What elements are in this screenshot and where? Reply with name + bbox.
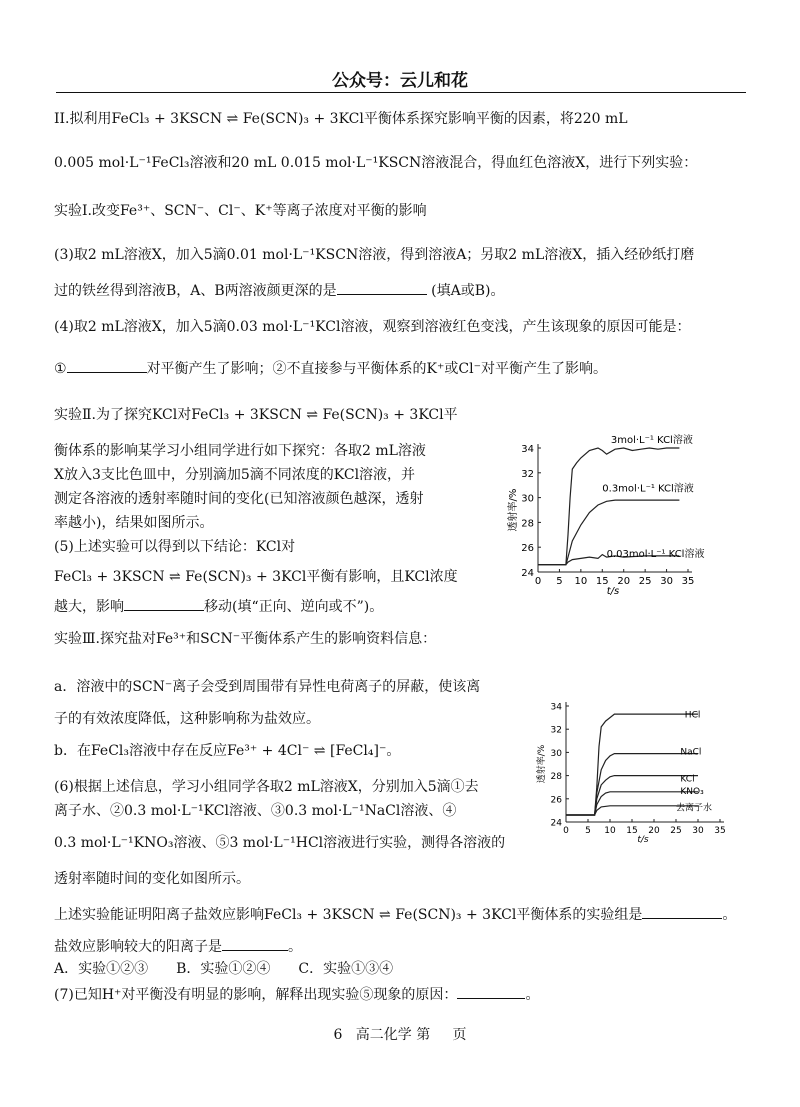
x-tick-label: 5 [556, 576, 563, 587]
x-tick-label: 20 [617, 576, 631, 587]
y-tick-label: 30 [521, 493, 534, 505]
y-tick-label: 30 [550, 748, 562, 759]
y-tick-label: 28 [521, 518, 534, 530]
text-segment: (填A或B)。 [431, 283, 505, 299]
y-tick-label: 24 [521, 568, 534, 579]
answer-blank[interactable] [124, 596, 204, 611]
y-tick-label: 32 [521, 468, 534, 480]
text-line: 实验Ⅲ.探究盐对Fe³⁺和SCN⁻平衡体系产生的影响资料信息： [54, 631, 437, 647]
header-rule [56, 92, 746, 93]
series-label: 0.3mol·L⁻¹ KCl溶液 [602, 483, 694, 495]
y-tick-label: 32 [550, 725, 562, 736]
page-header: 公众号：云儿和花 [332, 71, 468, 91]
text-line [54, 936, 302, 956]
x-tick-label: 20 [648, 826, 660, 836]
x-axis-label: t/s [606, 586, 620, 597]
text-line: 实验Ⅱ.为了探究KCl对FeCl₃ + 3KSCN ⇌ Fe(SCN)₃ + 3KCl平 [54, 407, 458, 423]
salt-transmittance-chart [528, 694, 748, 850]
x-tick-label: 25 [670, 826, 682, 836]
text-segment: 盐效应影响较大的阳离子是 [54, 939, 222, 955]
x-tick-label: 30 [692, 826, 704, 836]
series-label: KNO₃ [680, 787, 704, 798]
x-tick-label: 25 [638, 576, 652, 587]
series-label: NaCl [680, 747, 702, 758]
text-segment: ① [54, 361, 67, 377]
text-line: 测定各溶液的透射率随时间的变化(已知溶液颜色越深，透射 [54, 491, 424, 507]
x-tick-label: 0 [563, 826, 569, 836]
text-segment: 。 [525, 987, 540, 1003]
choices-line: A．实验①②③ B．实验①②④ C．实验①③④ [54, 961, 394, 977]
y-tick-label: 26 [550, 795, 562, 806]
series-label: HCl [684, 710, 701, 721]
page-footer [0, 1024, 800, 1044]
footer-subject: 高二化学 第 [355, 1027, 431, 1043]
text-line [54, 358, 607, 378]
x-tick-label: 10 [574, 576, 588, 587]
text-line [54, 984, 539, 1004]
x-tick-label: 15 [595, 576, 609, 587]
series-label: 去离子水 [676, 803, 713, 814]
y-tick-label: 28 [550, 772, 562, 783]
x-tick-label: 10 [604, 826, 616, 836]
x-tick-label: 0 [534, 576, 542, 587]
answer-blank[interactable] [222, 936, 288, 951]
text-line [54, 280, 504, 300]
y-tick-label: 26 [521, 543, 534, 555]
footer-page-number: 6 [333, 1027, 343, 1043]
x-tick-label: 30 [660, 576, 673, 587]
series-label: 3mol·L⁻¹ KCl溶液 [610, 435, 693, 447]
text-line: II.拟利用FeCl₃ + 3KSCN ⇌ Fe(SCN)₃ + 3KCl平衡体系探究影响平衡的因素，将220 mL [54, 111, 628, 127]
y-tick-label: 34 [550, 702, 562, 713]
text-segment: 上述实验能证明阳离子盐效应影响FeCl₃ + 3KSCN ⇌ Fe(SCN)₃ + 3KCl平衡体系的实验组是 [54, 907, 643, 923]
y-axis-label: 透射率/% [508, 488, 519, 532]
text-line: b．在FeCl₃溶液中存在反应Fe³⁺ + 4Cl⁻ ⇌ [FeCl₄]⁻。 [54, 743, 401, 759]
text-segment: (7)已知H⁺对平衡没有明显的影响，解释出现实验⑤现象的原因： [54, 987, 458, 1003]
text-line: (4)取2 mL溶液X，加入5滴0.03 mol·L⁻¹KCl溶液，观察到溶液红色变浅，产生该现象的原因可能是： [54, 319, 691, 335]
series-label: 0.03mol·L⁻¹ KCl溶液 [606, 549, 705, 561]
x-tick-label: 5 [585, 826, 591, 836]
series-line [538, 448, 679, 565]
x-tick-label: 15 [626, 826, 638, 836]
text-line: (6)根据上述信息，学习小组同学各取2 mL溶液X，分别加入5滴①去 [54, 779, 479, 795]
text-segment: 。 [288, 939, 302, 955]
text-segment: 。 [722, 907, 737, 923]
y-tick-label: 34 [521, 444, 534, 455]
series-label: KCl [680, 774, 695, 785]
answer-blank[interactable] [337, 280, 427, 295]
x-tick-label: 35 [714, 826, 726, 836]
text-line: 衡体系的影响某学习小组同学进行如下探究：各取2 mL溶液 [54, 443, 426, 459]
text-line [54, 596, 383, 616]
text-line: 透射率随时间的变化如图所示。 [54, 871, 250, 887]
text-segment: 越大，影响 [54, 599, 124, 615]
text-line: X放入3支比色皿中，分别滴加5滴不同浓度的KCl溶液，并 [54, 467, 416, 483]
text-line: (3)取2 mL溶液X，加入5滴0.01 mol·L⁻¹KSCN溶液，得到溶液A；另取2 mL溶液X，插入经砂纸打磨 [54, 247, 695, 263]
text-line: 实验Ⅰ.改变Fe³⁺、SCN⁻、Cl⁻、K⁺等离子浓度对平衡的影响 [54, 203, 427, 219]
footer-page-suffix: 页 [452, 1027, 467, 1043]
text-segment: 过的铁丝得到溶液B，A、B两溶液颜更深的是 [54, 283, 337, 299]
text-line: a．溶液中的SCN⁻离子会受到周围带有异性电荷离子的屏蔽，使该离 [54, 679, 481, 695]
y-axis-label: 透射率/% [537, 744, 547, 784]
y-tick-label: 24 [550, 818, 562, 829]
text-segment: 移动(填“正向、逆向或不”)。 [204, 599, 384, 615]
text-line: 率越小)，结果如图所示。 [54, 515, 214, 531]
answer-blank[interactable] [642, 904, 722, 919]
text-line: 子的有效浓度降低，这种影响称为盐效应。 [54, 711, 320, 727]
x-tick-label: 35 [681, 576, 695, 587]
answer-blank[interactable] [67, 358, 147, 373]
text-line [54, 904, 736, 924]
text-line: 0.3 mol·L⁻¹KNO₃溶液、⑤3 mol·L⁻¹HCl溶液进行实验，测得各溶液的 [54, 835, 506, 851]
x-axis-label: t/s [637, 835, 649, 845]
answer-blank[interactable] [457, 984, 525, 999]
text-line: FeCl₃ + 3KSCN ⇌ Fe(SCN)₃ + 3KCl平衡有影响，且KCl浓度 [54, 569, 458, 585]
text-segment: 对平衡产生了影响；②不直接参与平衡体系的K⁺或Cl⁻对平衡产生了影响。 [146, 361, 607, 377]
text-line: (5)上述实验可以得到以下结论：KCl对 [54, 539, 296, 555]
text-line: 离子水、②0.3 mol·L⁻¹KCl溶液、③0.3 mol·L⁻¹NaCl溶液、④ [54, 803, 457, 819]
kcl-transmittance-chart [478, 430, 728, 612]
series-line [566, 714, 698, 815]
text-line: 0.005 mol·L⁻¹FeCl₃溶液和20 mL 0.015 mol·L⁻¹KSCN溶液混合，得血红色溶液X，进行下列实验： [54, 155, 698, 171]
